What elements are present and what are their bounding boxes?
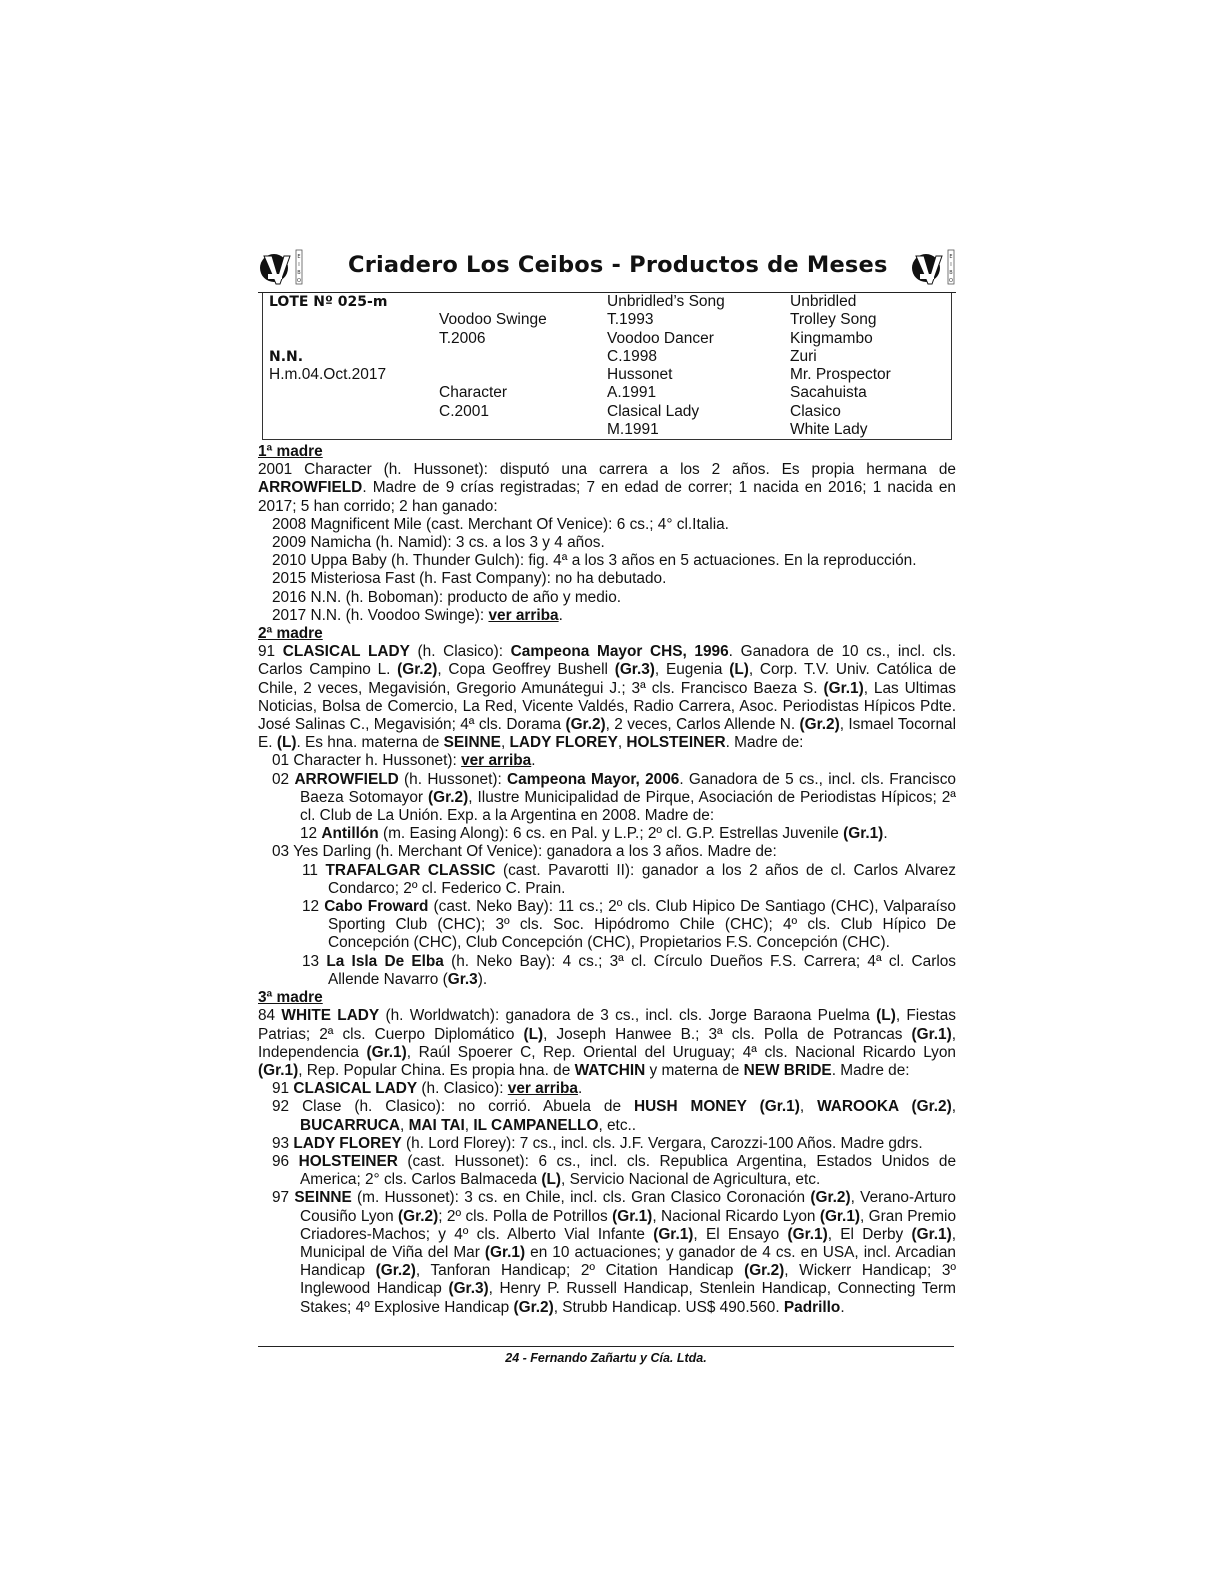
pedigree-cell: Unbridled’s Song bbox=[607, 293, 725, 310]
list-item: 2009 Namicha (h. Namid): 3 cs. a los 3 y 4 años. bbox=[272, 534, 605, 552]
list-item: 03 Yes Darling (h. Merchant Of Venice): ganadora a los 3 años. Madre de: bbox=[272, 843, 777, 861]
pedigree-cell: Clasico bbox=[790, 402, 841, 420]
sire-name: Voodoo Swinge bbox=[439, 311, 547, 329]
section-heading-1a-madre: 1ª madre bbox=[258, 443, 323, 460]
catalog-body bbox=[258, 443, 956, 1317]
criadero-logo-icon bbox=[910, 246, 956, 288]
list-item: 91 CLASICAL LADY (h. Clasico): ver arriba. bbox=[272, 1080, 583, 1098]
svg-text:B: B bbox=[949, 270, 953, 276]
list-item: 01 Character h. Hussonet): ver arriba. bbox=[272, 752, 536, 770]
pedigree-col-lot bbox=[269, 293, 387, 384]
list-item: 13 La Isla De Elba (h. Neko Bay): 4 cs.; 3ª cl. Círculo Dueños F.S. Carrera; 4ª cl. Carlos Allende Navarro (Gr.3). bbox=[302, 952, 956, 988]
pedigree-cell: Unbridled bbox=[790, 293, 857, 310]
svg-text:E: E bbox=[949, 254, 953, 260]
list-item: 2016 N.N. (h. Boboman): producto de año y medio. bbox=[272, 588, 622, 606]
list-item: 2008 Magnificent Mile (cast. Merchant Of Venice): 6 cs.; 4° cl.Italia. bbox=[272, 515, 729, 533]
pedigree-cell: Sacahuista bbox=[790, 384, 867, 402]
page-footer: 24 - Fernando Zañartu y Cía. Ltda. bbox=[258, 1346, 954, 1365]
pedigree-col-parents bbox=[439, 293, 547, 421]
list-item: 92 Clase (h. Clasico): no corrió. Abuela de HUSH MONEY (Gr.1), WAROOKA (Gr.2), BUCARRUCA, MAI TAI, IL CAMPANELLO, etc.. bbox=[272, 1098, 956, 1134]
pedigree-col-greatgrandparents bbox=[790, 293, 891, 439]
pedigree-cell: Voodoo Dancer bbox=[607, 329, 714, 347]
list-item: 12 Antillón (m. Easing Along): 6 cs. en Pal. y L.P.; 2º cl. G.P. Estrellas Juvenile (Gr.1). bbox=[300, 825, 888, 843]
svg-text:I: I bbox=[950, 262, 952, 268]
pedigree-cell: Trolley Song bbox=[790, 311, 877, 329]
pedigree-cell: Zuri bbox=[790, 347, 817, 365]
list-item: 93 LADY FLOREY (h. Lord Florey): 7 cs., incl. cls. J.F. Vergara, Carozzi-100 Años. Madre gdrs. bbox=[272, 1134, 923, 1152]
list-item: 2017 N.N. (h. Voodoo Swinge): ver arriba. bbox=[272, 606, 563, 624]
list-item: 2015 Misteriosa Fast (h. Fast Company): no ha debutado. bbox=[272, 570, 667, 588]
list-item: 11 TRAFALGAR CLASSIC (cast. Pavarotti II): ganador a los 2 años de cl. Carlos Alvarez Condarco; 2º cl. Federico C. Prain. bbox=[302, 861, 956, 897]
pedigree-col-grandparents bbox=[607, 293, 725, 439]
list-item: 97 SEINNE (m. Hussonet): 3 cs. en Chile, incl. cls. Gran Clasico Coronación (Gr.2), Verano-Arturo Cousiño Lyon (Gr.2); 2º cls. Polla de Potrillos (Gr.1), Nacional Ricardo Lyon (Gr.1), Gran Premio Criadores-Machos; y 4º cls. Alberto Vial Infante (Gr.1), El Ensayo (Gr.1), El Derby (Gr.1), Municipal de Viña del Mar (Gr.1) en 10 actuaciones; y ganador de 4 cs. en USA, incl. Arcadian Handicap (Gr.2), Tanforan Handicap; 2º Citation Handicap (Gr.2), Wickerr Handicap; 3º Inglewood Handicap (Gr.3), Henry P. Russell Handicap, Stenlein Handicap, Connecting Term Stakes; 4º Explosive Handicap (Gr.2), Strubb Handicap. US$ 490.560. Padrillo. bbox=[272, 1189, 957, 1316]
list-item: 12 Cabo Froward (cast. Neko Bay): 11 cs.; 2º cls. Club Hipico De Santiago (CHC), Valparaíso Sporting Club (CHC); 3º cls. Soc. Hipódromo Chile (CHC); 4º cls. Club Hípico De Concepción (CHC), Club Concepción (CHC), Propietarios F.S. Concepción (CHC). bbox=[302, 898, 956, 952]
section-heading-3a-madre: 3ª madre bbox=[258, 989, 323, 1007]
paragraph: 2001 Character (h. Hussonet): disputó una carrera a los 2 años. Es propia hermana de ARROWFIELD. Madre de 9 crías registradas; 7 en edad de correr; 1 nacida en 2016; 1 nacida en 2017; 5 han corrido; 2 han ganado: bbox=[258, 461, 956, 515]
criadero-logo-icon bbox=[258, 246, 304, 288]
section-heading-2a-madre: 2ª madre bbox=[258, 625, 323, 643]
pedigree-cell: A.1991 bbox=[607, 384, 657, 402]
page bbox=[258, 244, 956, 1317]
dam-name: Character bbox=[439, 384, 508, 402]
lot-number: LOTE Nº 025-m bbox=[269, 294, 388, 310]
horse-name: N.N. bbox=[269, 348, 304, 365]
svg-text:E: E bbox=[297, 254, 301, 260]
list-item: 96 HOLSTEINER (cast. Hussonet): 6 cs., incl. cls. Republica Argentina, Estados Unidos de America; 2° cls. Carlos Balmaceda (L), Servicio Nacional de Agricultura, etc. bbox=[272, 1152, 957, 1189]
pedigree-cell: White Lady bbox=[790, 421, 868, 439]
page-header bbox=[258, 244, 956, 293]
svg-text:O: O bbox=[297, 278, 301, 284]
page-title: Criadero Los Ceibos - Productos de Meses bbox=[348, 252, 888, 278]
svg-text:B: B bbox=[297, 270, 301, 276]
paragraph: 91 CLASICAL LADY (h. Clasico): Campeona Mayor CHS, 1996. Ganadora de 10 cs., incl. cls. Carlos Campino L. (Gr.2), Copa Geoffrey Bushell (Gr.3), Eugenia (L), Corp. T.V. Univ. Católica de Chile, 2 veces, Megavisión, Gregorio Amunátegui J.; 3ª cls. Francisco Baeza S. (Gr.1), Las Ultimas Noticias, Bolsa de Comercio, La Red, Vicente Valdés, Radio Carrera, Asoc. Periodistas Hípicos Pdte. José Salinas C., Megavisión; 4ª cls. Dorama (Gr.2), 2 veces, Carlos Allende N. (Gr.2), Ismael Tocornal E. (L). Es hna. materna de SEINNE, LADY FLOREY, HOLSTEINER. Madre de: bbox=[258, 643, 956, 752]
pedigree-cell: C.1998 bbox=[607, 347, 657, 365]
sire-year: T.2006 bbox=[439, 329, 486, 347]
pedigree-cell: Mr. Prospector bbox=[790, 366, 891, 384]
list-item: 2010 Uppa Baby (h. Thunder Gulch): fig. 4ª a los 3 años en 5 actuaciones. En la reproducción. bbox=[272, 552, 917, 570]
horse-birth: H.m.04.Oct.2017 bbox=[269, 366, 387, 384]
svg-text:I: I bbox=[298, 262, 300, 268]
pedigree-cell: Kingmambo bbox=[790, 329, 873, 347]
pedigree-cell: M.1991 bbox=[607, 421, 659, 439]
pedigree-cell: T.1993 bbox=[607, 311, 654, 329]
list-item: 02 ARROWFIELD (h. Hussonet): Campeona Mayor, 2006. Ganadora de 5 cs., incl. cls. Francisco Baeza Sotomayor (Gr.2), Ilustre Municipalidad de Pirque, Asociación de Periodistas Hípicos; 2ª cl. Club de La Unión. Exp. a la Argentina en 2008. Madre de: bbox=[272, 770, 956, 825]
svg-text:O: O bbox=[949, 278, 953, 284]
pedigree-table bbox=[262, 293, 952, 440]
paragraph: 84 WHITE LADY (h. Worldwatch): ganadora de 3 cs., incl. cls. Jorge Baraona Puelma (L), Fiestas Patrias; 2ª cls. Cuerpo Diplomático (L), Joseph Hanwee B.; 3ª cls. Polla de Potrancas (Gr.1), Independencia (Gr.1), Raúl Spoerer C, Rep. Oriental del Uruguay; 4ª cls. Nacional Ricardo Lyon (Gr.1), Rep. Popular China. Es propia hna. de WATCHIN y materna de NEW BRIDE. Madre de: bbox=[258, 1007, 957, 1079]
dam-year: C.2001 bbox=[439, 402, 489, 420]
pedigree-cell: Hussonet bbox=[607, 366, 673, 384]
pedigree-cell: Clasical Lady bbox=[607, 402, 700, 420]
